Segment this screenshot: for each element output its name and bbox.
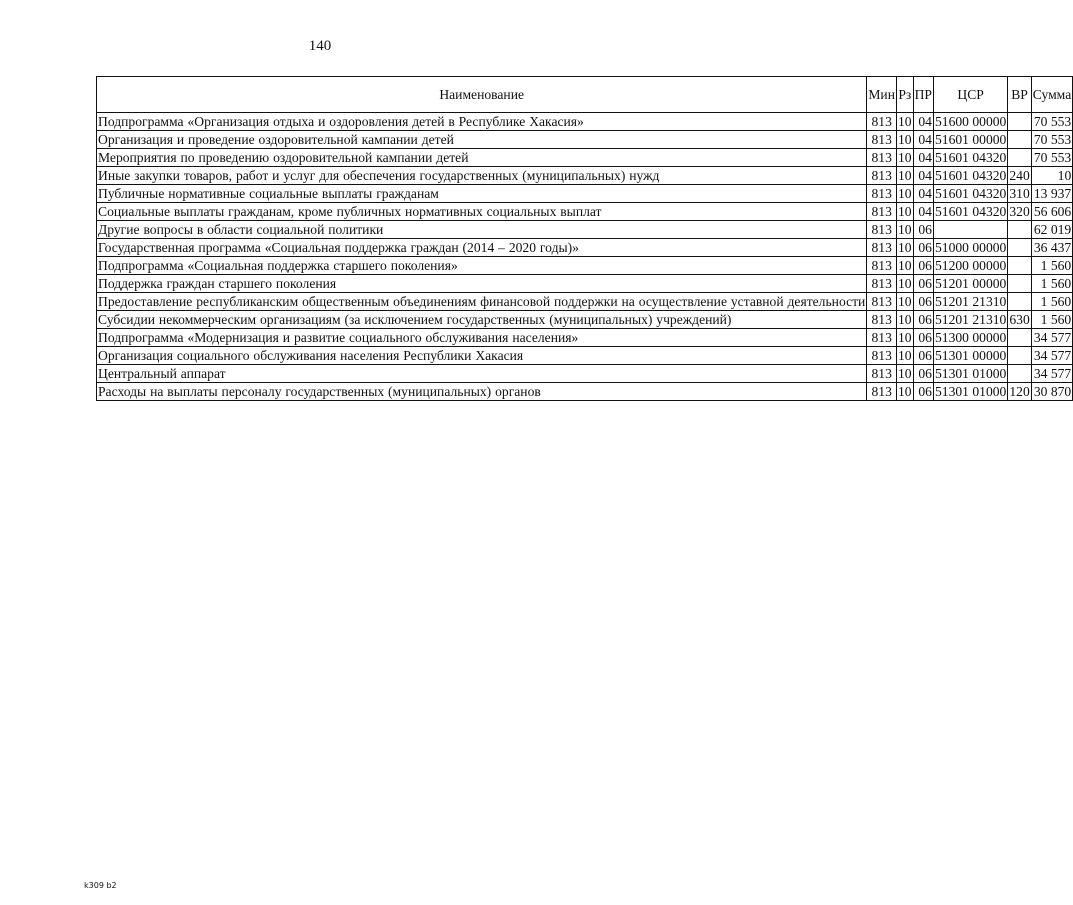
row-min: 813 (867, 131, 897, 149)
row-min: 813 (867, 203, 897, 221)
table-row (97, 365, 1073, 383)
row-pr: 06 (913, 383, 933, 401)
row-vr (1008, 275, 1031, 293)
row-sum: 1 560 (1031, 311, 1073, 329)
row-sum: 30 870 (1031, 383, 1073, 401)
row-vr (1008, 221, 1031, 239)
row-min: 813 (867, 347, 897, 365)
row-vr: 310 (1009, 186, 1030, 201)
table-row (97, 275, 1073, 293)
table-row (97, 347, 1073, 365)
row-vr (1008, 149, 1031, 167)
row-rz: 10 (897, 276, 912, 291)
row-rz: 10 (897, 204, 912, 219)
row-pr: 06 (913, 311, 933, 329)
row-name: Другие вопросы в области социальной политики (97, 221, 867, 239)
header-pr: ПР (913, 77, 933, 113)
row-name: Социальные выплаты гражданам, кроме публичных нормативных социальных выплат (97, 203, 867, 221)
row-csr: 51601 04320 (934, 168, 1007, 183)
row-min: 813 (867, 239, 897, 257)
row-rz: 10 (897, 114, 912, 129)
row-csr: 51200 00000 (934, 258, 1007, 273)
row-vr (1008, 113, 1031, 131)
row-sum: 62 019 (1031, 221, 1073, 239)
row-rz: 10 (897, 366, 912, 381)
row-min: 813 (867, 365, 897, 383)
footer-code: k309 b2 (84, 881, 117, 890)
row-pr: 06 (913, 365, 933, 383)
row-csr: 51601 04320 (934, 204, 1007, 219)
header-sum: Сумма (1031, 77, 1073, 113)
row-sum: 1 560 (1031, 275, 1073, 293)
row-name: Организация и проведение оздоровительной кампании детей (97, 131, 867, 149)
table-row (97, 221, 1073, 239)
table-row (97, 203, 1073, 221)
table-row (97, 329, 1073, 347)
row-sum: 10 (1031, 167, 1073, 185)
row-min: 813 (867, 311, 897, 329)
table-row (97, 113, 1073, 131)
row-vr (1008, 257, 1031, 275)
row-name: Субсидии некоммерческим организациям (за исключением государственных (муниципальных) учреждений) (97, 311, 867, 329)
row-rz: 10 (897, 132, 912, 147)
row-csr: 51601 04320 (934, 150, 1007, 165)
row-csr (933, 221, 1007, 239)
row-min: 813 (867, 167, 897, 185)
row-min: 813 (867, 113, 897, 131)
row-name: Подпрограмма «Модернизация и развитие социального обслуживания населения» (97, 329, 867, 347)
row-sum: 34 577 (1031, 347, 1073, 365)
row-name: Предоставление республиканским общественным объединениям финансовой поддержки на осуществление уставной деятельности (98, 294, 866, 309)
row-csr: 51201 21310 (934, 294, 1007, 309)
row-pr: 04 (913, 149, 933, 167)
row-vr: 240 (1009, 168, 1030, 183)
row-min: 813 (867, 275, 897, 293)
row-rz: 10 (897, 384, 912, 399)
row-vr (1008, 293, 1031, 311)
table-row (97, 239, 1073, 257)
row-rz: 10 (897, 294, 912, 309)
budget-table (96, 76, 1073, 401)
table-row (97, 311, 1073, 329)
row-rz: 10 (897, 312, 912, 327)
row-rz: 10 (897, 222, 912, 237)
row-sum: 56 606 (1031, 203, 1073, 221)
row-csr: 51601 04320 (934, 186, 1007, 201)
row-sum: 70 553 (1031, 131, 1073, 149)
row-min: 813 (867, 149, 897, 167)
row-sum: 70 553 (1031, 113, 1073, 131)
row-vr: 120 (1009, 384, 1030, 399)
header-name: Наименование (97, 77, 867, 113)
row-vr (1008, 365, 1031, 383)
table-row (97, 383, 1073, 401)
row-csr: 51601 00000 (934, 132, 1007, 147)
page-number: 140 (308, 38, 332, 54)
row-min: 813 (867, 221, 897, 239)
row-csr: 51000 00000 (934, 240, 1007, 255)
table-header-row (97, 77, 1073, 113)
row-csr: 51201 21310 (934, 312, 1007, 327)
table-row (97, 167, 1073, 185)
row-min: 813 (867, 185, 897, 203)
table-row (97, 293, 1073, 311)
row-pr: 06 (913, 257, 933, 275)
row-name: Подпрограмма «Организация отдыха и оздоровления детей в Республике Хакасия» (97, 113, 867, 131)
row-sum: 1 560 (1031, 257, 1073, 275)
header-rz: Рз (896, 77, 913, 113)
row-min: 813 (867, 293, 897, 311)
row-vr: 630 (1009, 312, 1030, 327)
row-name: Государственная программа «Социальная поддержка граждан (2014 – 2020 годы)» (97, 239, 867, 257)
row-pr: 04 (913, 113, 933, 131)
row-pr: 06 (913, 221, 933, 239)
row-pr: 04 (913, 203, 933, 221)
row-min: 813 (867, 329, 897, 347)
row-pr: 04 (913, 131, 933, 149)
row-name: Расходы на выплаты персоналу государственных (муниципальных) органов (97, 383, 867, 401)
row-pr: 06 (913, 293, 933, 311)
header-min: Мин (867, 77, 897, 113)
row-csr: 51201 00000 (934, 276, 1007, 291)
row-csr: 51300 00000 (934, 330, 1007, 345)
row-sum: 34 577 (1031, 329, 1073, 347)
row-vr (1008, 347, 1031, 365)
table-row (97, 131, 1073, 149)
row-name: Иные закупки товаров, работ и услуг для обеспечения государственных (муниципальных) нужд (97, 167, 867, 185)
row-vr (1008, 329, 1031, 347)
row-name: Мероприятия по проведению оздоровительной кампании детей (97, 149, 867, 167)
row-pr: 06 (913, 239, 933, 257)
row-pr: 04 (913, 185, 933, 203)
row-pr: 06 (913, 329, 933, 347)
table-row (97, 185, 1073, 203)
row-pr: 06 (913, 275, 933, 293)
row-rz: 10 (897, 168, 912, 183)
row-name: Центральный аппарат (97, 365, 867, 383)
row-csr: 51301 00000 (934, 348, 1007, 363)
row-sum: 34 577 (1031, 365, 1073, 383)
row-vr: 320 (1009, 204, 1030, 219)
row-csr: 51301 01000 (934, 366, 1007, 381)
row-min: 813 (867, 383, 897, 401)
row-sum: 36 437 (1031, 239, 1073, 257)
row-vr (1008, 239, 1031, 257)
header-vr: ВР (1008, 77, 1031, 113)
row-csr: 51600 00000 (934, 114, 1007, 129)
row-csr: 51301 01000 (934, 384, 1007, 399)
table-row (97, 257, 1073, 275)
row-name: Поддержка граждан старшего поколения (97, 275, 867, 293)
row-rz: 10 (897, 258, 912, 273)
row-rz: 10 (897, 348, 912, 363)
row-rz: 10 (897, 330, 912, 345)
row-rz: 10 (897, 186, 912, 201)
row-name: Подпрограмма «Социальная поддержка старшего поколения» (97, 257, 867, 275)
table-row (97, 149, 1073, 167)
row-pr: 04 (913, 167, 933, 185)
row-rz: 10 (897, 150, 912, 165)
row-pr: 06 (913, 347, 933, 365)
row-name: Публичные нормативные социальные выплаты гражданам (97, 185, 867, 203)
row-sum: 1 560 (1031, 293, 1073, 311)
header-csr: ЦСР (933, 77, 1007, 113)
row-rz: 10 (897, 240, 912, 255)
row-sum: 13 937 (1031, 185, 1073, 203)
row-vr (1008, 131, 1031, 149)
row-sum: 70 553 (1031, 149, 1073, 167)
row-min: 813 (867, 257, 897, 275)
row-name: Организация социального обслуживания населения Республики Хакасия (97, 347, 867, 365)
